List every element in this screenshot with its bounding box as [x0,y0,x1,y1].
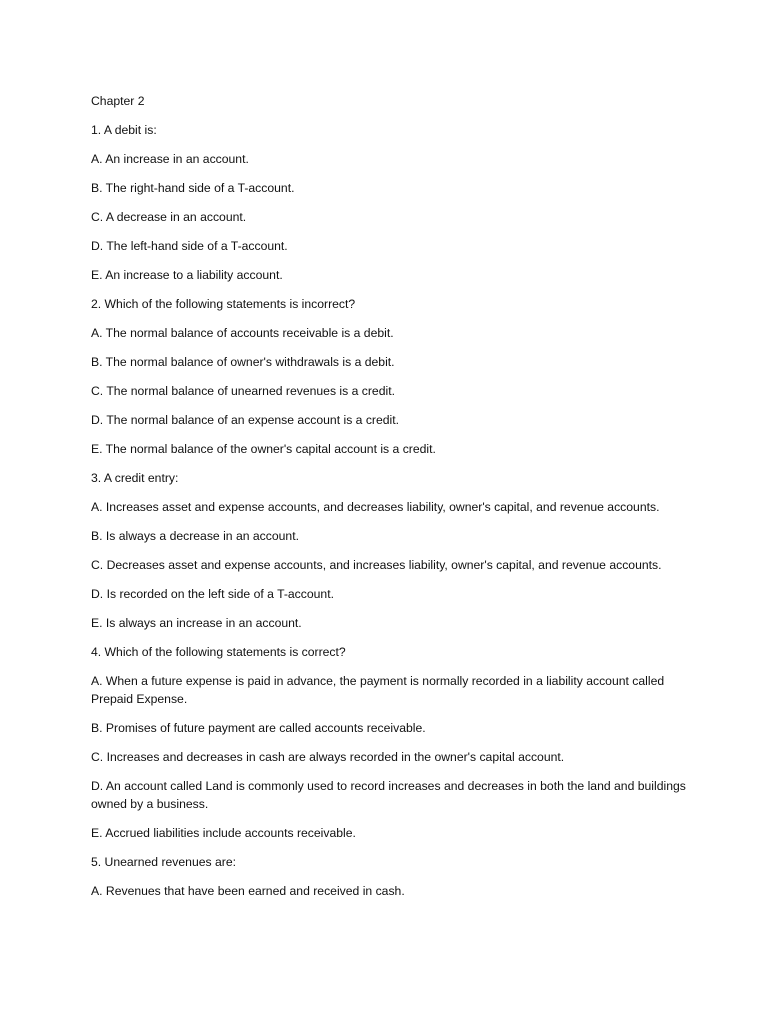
q3-option-a: A. Increases asset and expense accounts, and decreases liability, owner's capital, and revenue accounts. [91,500,660,514]
question-4: 4. Which of the following statements is correct? [91,645,346,659]
q1-option-e: E. An increase to a liability account. [91,268,283,282]
q1-option-b: B. The right-hand side of a T-account. [91,181,295,195]
question-3: 3. A credit entry: [91,471,179,485]
question-2: 2. Which of the following statements is incorrect? [91,297,356,311]
q3-option-e: E. Is always an increase in an account. [91,616,302,630]
question-1: 1. A debit is: [91,123,157,137]
q1-option-d: D. The left-hand side of a T-account. [91,239,288,253]
document-content [91,92,691,911]
q2-option-a: A. The normal balance of accounts receivable is a debit. [91,326,394,340]
question-5: 5. Unearned revenues are: [91,855,236,869]
q4-option-c: C. Increases and decreases in cash are always recorded in the owner's capital account. [91,750,565,764]
q4-option-a: A. When a future expense is paid in advance, the payment is normally recorded in a liability account called Prepaid Expense. [91,674,665,706]
q1-option-a: A. An increase in an account. [91,152,249,166]
q1-option-c: C. A decrease in an account. [91,210,247,224]
chapter-title: Chapter 2 [91,94,145,108]
q3-option-c: C. Decreases asset and expense accounts, and increases liability, owner's capital, and revenue accounts. [91,558,662,572]
q4-option-b: B. Promises of future payment are called accounts receivable. [91,721,426,735]
q4-option-d: D. An account called Land is commonly used to record increases and decreases in both the land and buildings owned by a business. [91,779,686,811]
q2-option-e: E. The normal balance of the owner's capital account is a credit. [91,442,436,456]
q3-option-d: D. Is recorded on the left side of a T-account. [91,587,334,601]
q2-option-b: B. The normal balance of owner's withdrawals is a debit. [91,355,395,369]
q5-option-a: A. Revenues that have been earned and received in cash. [91,884,405,898]
q2-option-d: D. The normal balance of an expense account is a credit. [91,413,400,427]
q3-option-b: B. Is always a decrease in an account. [91,529,299,543]
q2-option-c: C. The normal balance of unearned revenues is a credit. [91,384,395,398]
q4-option-e: E. Accrued liabilities include accounts receivable. [91,826,356,840]
